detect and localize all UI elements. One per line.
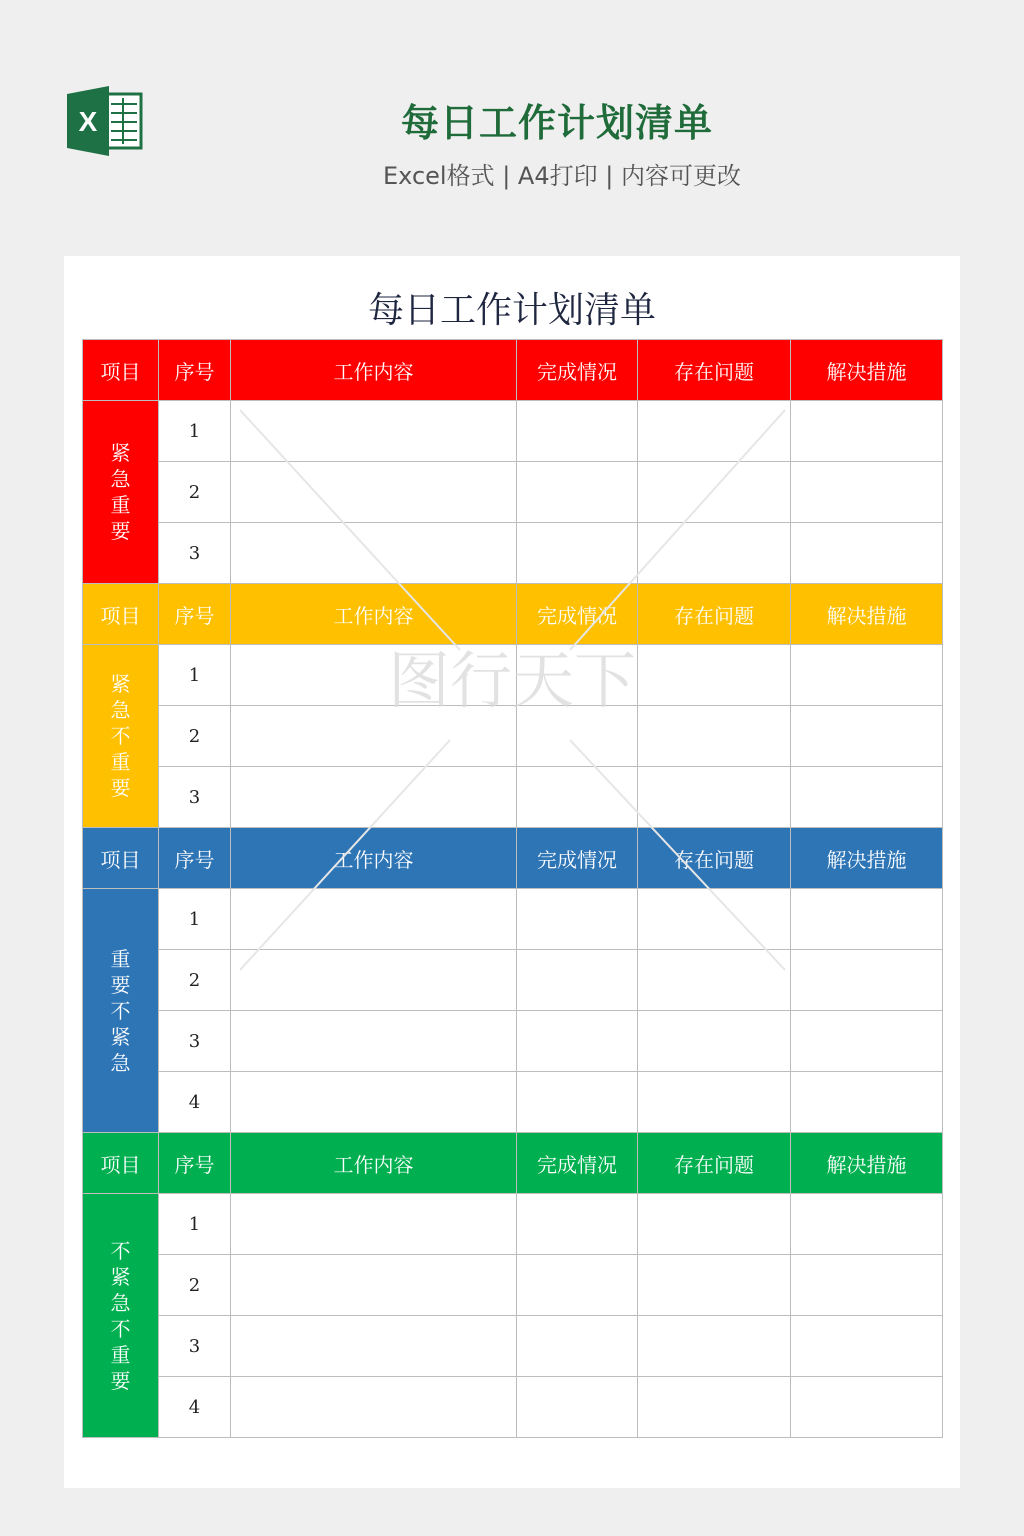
input-cell[interactable] (791, 401, 943, 462)
input-cell[interactable] (791, 1316, 943, 1377)
row-number: 3 (159, 1316, 231, 1377)
input-cell[interactable] (231, 767, 517, 828)
column-header: 存在问题 (638, 1133, 791, 1194)
input-cell[interactable] (517, 1011, 638, 1072)
row-number: 2 (159, 706, 231, 767)
input-cell[interactable] (231, 706, 517, 767)
input-cell[interactable] (231, 1011, 517, 1072)
input-cell[interactable] (638, 1011, 791, 1072)
table-row (83, 462, 943, 523)
column-header: 项目 (83, 1133, 159, 1194)
input-cell[interactable] (517, 950, 638, 1011)
table-row (83, 523, 943, 584)
input-cell[interactable] (791, 767, 943, 828)
column-header: 完成情况 (517, 584, 638, 645)
column-header: 解决措施 (791, 1133, 943, 1194)
input-cell[interactable] (517, 1072, 638, 1133)
section-header-row (83, 1133, 943, 1194)
column-header: 工作内容 (231, 340, 517, 401)
column-header: 项目 (83, 584, 159, 645)
input-cell[interactable] (638, 706, 791, 767)
input-cell[interactable] (231, 645, 517, 706)
row-number: 1 (159, 889, 231, 950)
column-header: 工作内容 (231, 1133, 517, 1194)
table-row (83, 1255, 943, 1316)
input-cell[interactable] (517, 767, 638, 828)
input-cell[interactable] (791, 950, 943, 1011)
row-number: 2 (159, 1255, 231, 1316)
input-cell[interactable] (517, 706, 638, 767)
input-cell[interactable] (517, 1255, 638, 1316)
input-cell[interactable] (638, 1255, 791, 1316)
column-header: 存在问题 (638, 828, 791, 889)
input-cell[interactable] (517, 1316, 638, 1377)
row-number: 3 (159, 767, 231, 828)
input-cell[interactable] (638, 950, 791, 1011)
table-row (83, 1377, 943, 1438)
column-header: 项目 (83, 340, 159, 401)
category-label: 重要不紧急 (110, 946, 131, 1075)
input-cell[interactable] (638, 1194, 791, 1255)
input-cell[interactable] (791, 462, 943, 523)
section-header-row (83, 584, 943, 645)
input-cell[interactable] (638, 645, 791, 706)
category-label: 不紧急不重要 (110, 1238, 131, 1393)
input-cell[interactable] (638, 767, 791, 828)
table-row (83, 1072, 943, 1133)
column-header: 存在问题 (638, 584, 791, 645)
input-cell[interactable] (791, 1255, 943, 1316)
category-label: 紧急重要 (110, 441, 131, 543)
table-row (83, 767, 943, 828)
input-cell[interactable] (517, 645, 638, 706)
input-cell[interactable] (638, 889, 791, 950)
column-header: 完成情况 (517, 828, 638, 889)
category-cell (83, 889, 159, 1133)
input-cell[interactable] (517, 462, 638, 523)
table-row (83, 401, 943, 462)
row-number: 2 (159, 950, 231, 1011)
input-cell[interactable] (517, 1377, 638, 1438)
plan-table (82, 339, 943, 1438)
table-row (83, 645, 943, 706)
input-cell[interactable] (791, 889, 943, 950)
input-cell[interactable] (791, 523, 943, 584)
category-cell (83, 401, 159, 584)
input-cell[interactable] (638, 523, 791, 584)
category-cell (83, 1194, 159, 1438)
column-header: 解决措施 (791, 340, 943, 401)
row-number: 1 (159, 1194, 231, 1255)
column-header: 解决措施 (791, 584, 943, 645)
input-cell[interactable] (231, 889, 517, 950)
section-header-row (83, 828, 943, 889)
input-cell[interactable] (791, 1011, 943, 1072)
table-row (83, 706, 943, 767)
column-header: 完成情况 (517, 1133, 638, 1194)
row-number: 3 (159, 523, 231, 584)
banner-subtitle: Excel格式 | A4打印 | 内容可更改 (383, 162, 741, 190)
banner-title: 每日工作计划清单 (400, 101, 713, 145)
input-cell[interactable] (231, 1194, 517, 1255)
table-row (83, 950, 943, 1011)
table-row (83, 1194, 943, 1255)
row-number: 3 (159, 1011, 231, 1072)
input-cell[interactable] (517, 889, 638, 950)
input-cell[interactable] (638, 1072, 791, 1133)
column-header: 存在问题 (638, 340, 791, 401)
input-cell[interactable] (231, 1255, 517, 1316)
row-number: 2 (159, 462, 231, 523)
row-number: 1 (159, 645, 231, 706)
watermark-text: 图行天下 (387, 644, 637, 717)
table-row (83, 1316, 943, 1377)
column-header: 解决措施 (791, 828, 943, 889)
column-header: 序号 (159, 584, 231, 645)
category-cell (83, 645, 159, 828)
input-cell[interactable] (231, 401, 517, 462)
input-cell[interactable] (231, 1316, 517, 1377)
table-row (83, 1011, 943, 1072)
input-cell[interactable] (638, 401, 791, 462)
column-header: 序号 (159, 1133, 231, 1194)
column-header: 项目 (83, 828, 159, 889)
input-cell[interactable] (791, 1072, 943, 1133)
input-cell[interactable] (791, 1194, 943, 1255)
svg-text:X: X (78, 106, 98, 137)
input-cell[interactable] (517, 523, 638, 584)
input-cell[interactable] (231, 523, 517, 584)
table-row (83, 889, 943, 950)
input-cell[interactable] (517, 401, 638, 462)
column-header: 完成情况 (517, 340, 638, 401)
sheet-title: 每日工作计划清单 (367, 290, 656, 331)
input-cell[interactable] (791, 645, 943, 706)
column-header: 序号 (159, 828, 231, 889)
input-cell[interactable] (517, 1194, 638, 1255)
category-label: 紧急不重要 (110, 672, 131, 800)
input-cell[interactable] (638, 1377, 791, 1438)
input-cell[interactable] (638, 1316, 791, 1377)
input-cell[interactable] (638, 462, 791, 523)
input-cell[interactable] (231, 1377, 517, 1438)
row-number: 4 (159, 1377, 231, 1438)
section-header-row (83, 340, 943, 401)
row-number: 1 (159, 401, 231, 462)
input-cell[interactable] (791, 1377, 943, 1438)
input-cell[interactable] (231, 950, 517, 1011)
column-header: 工作内容 (231, 584, 517, 645)
column-header: 工作内容 (231, 828, 517, 889)
column-header: 序号 (159, 340, 231, 401)
row-number: 4 (159, 1072, 231, 1133)
input-cell[interactable] (791, 706, 943, 767)
input-cell[interactable] (231, 462, 517, 523)
input-cell[interactable] (231, 1072, 517, 1133)
